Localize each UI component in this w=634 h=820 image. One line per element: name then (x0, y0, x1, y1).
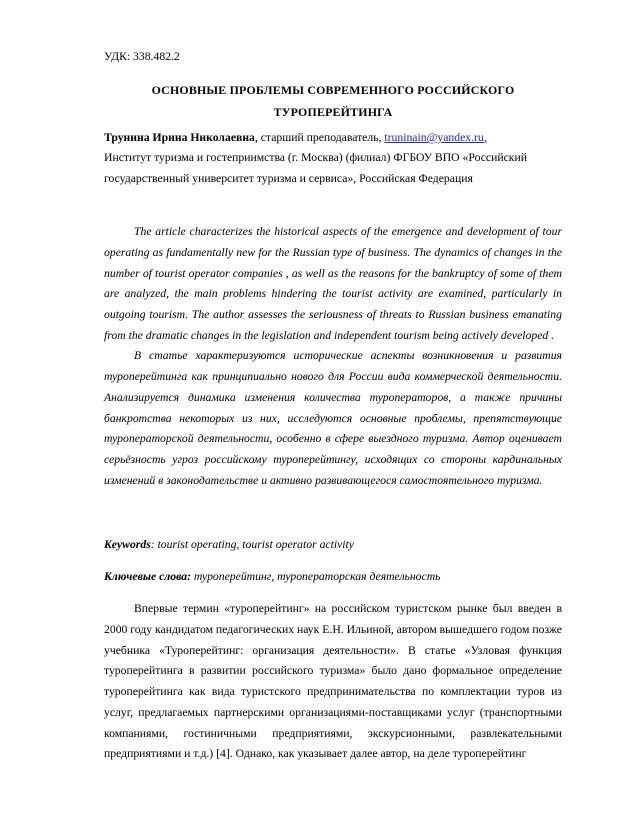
keywords-russian-list: туроперейтинг, туроператорская деятельность (190, 570, 441, 584)
author-email-link[interactable] (384, 131, 486, 144)
author-role: , старший преподаватель, (254, 131, 385, 144)
keywords-russian (104, 566, 562, 587)
keywords-russian-label: Ключевые слова: (104, 570, 191, 584)
keywords-english-list: : tourist operating, tourist operator activity (150, 538, 354, 552)
abstract-english: The article characterizes the historical aspects of the emergence and development of tour operating as fundamentally new for the Russian type of business. The dynamics of changes in the number of tourist operator companies , as well as the reasons for the bankruptcy of some of them are analyzed, the main problems hindering the tourist activity are examined, particularly in outgoing tourism. The author assesses the seriousness of threats to Russian business emanating from the dramatic changes in the legislation and independent tourism being actively developed . (104, 225, 562, 342)
udc-number: УДК: 338.482.2 (104, 50, 180, 63)
body-paragraph: Впервые термин «туроперейтинг» на российском туристском рынке был введен в 2000 году кандидатом педагогических наук Е.Н. Ильиной, автором вышедшего годом позже учебника «Туроперейтинг: организация деятельности». В статье «Узловая функция туроперейтинга в развитии российского туризма» было дано формальное определение туроперейтинга как вида туристского предпринимательства по комплектации туров из услуг, предлагаемых партнерскими организациями-поставщиками услуг (транспортными компаниями, гостиничными предприятиями, экскурсионными, развлекательными предприятиями и т.д.) [4]. Однако, как указывает далее автор, на деле туроперейтинг (104, 602, 562, 761)
keywords-english-label: Keywords (104, 538, 151, 552)
keywords-english (104, 534, 562, 555)
article-title-line1: ОСНОВНЫЕ ПРОБЛЕМЫ СОВРЕМЕННОГО РОССИЙСКОГО (151, 83, 515, 97)
article-title-line2: ТУРОПЕРЕЙТИНГА (273, 104, 393, 119)
author-name: Трунина Ирина Николаевна (104, 131, 255, 144)
author-email-comma: , (483, 131, 487, 144)
document-content (104, 46, 562, 765)
author-block (104, 128, 562, 189)
author-email: truninain@yandex.ru (384, 131, 484, 144)
abstract-russian: В статье характеризуются исторические аспекты возникновения и развития туроперейтинга как принципиально нового для России вида коммерческой деятельности. Анализируется динамика изменения количества туроператоров, а также причины банкротства некоторых из них, исследуются основные проблемы, препятствующие туроператорской деятельности, особенно в сфере выездного туризма. Автор оценивает серьёзность угроз российскому туроперейтингу, исходящих со стороны кардинальных изменений в законодательстве и активно развивающегося самостоятельного туризма. (104, 349, 562, 487)
author-affiliation: Институт туризма и гостеприимства (г. Москва) (филиал) ФГБОУ ВПО «Российский государственный университет туризма и сервиса», Российская Федерация (104, 151, 527, 185)
article-title (104, 80, 562, 123)
